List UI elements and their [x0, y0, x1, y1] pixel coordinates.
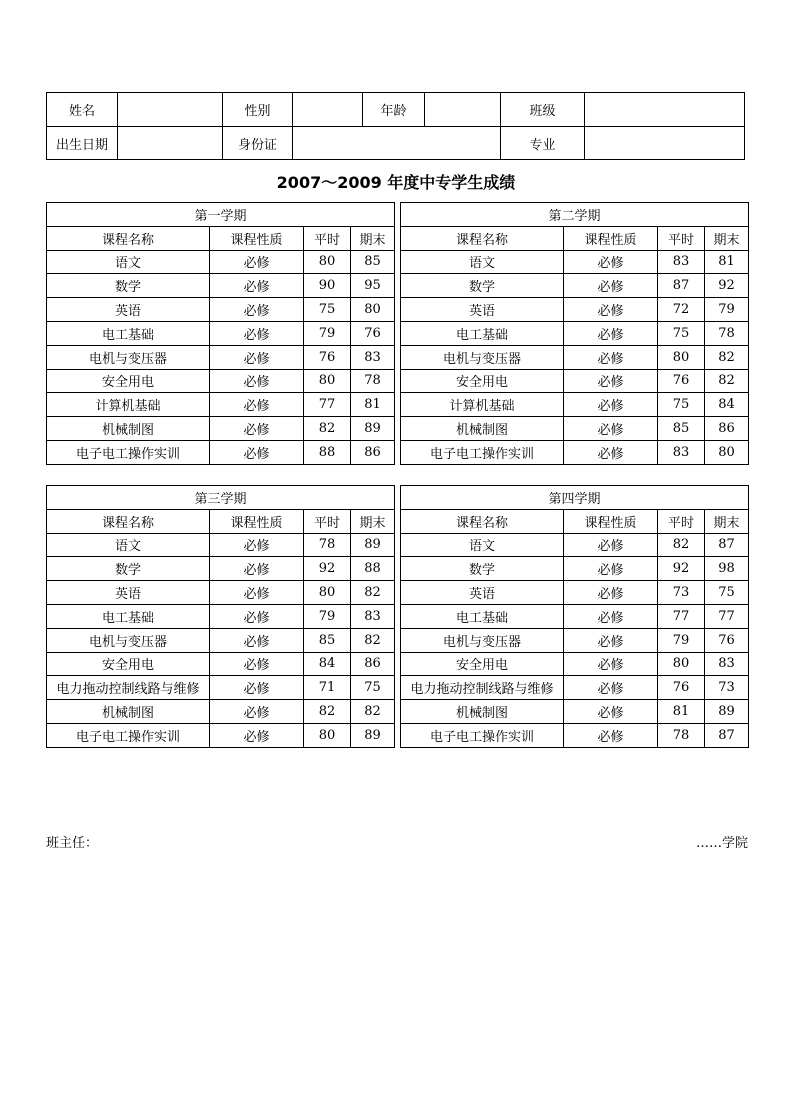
usual-score-cell: 76 [658, 369, 705, 393]
final-score-cell: 87 [705, 723, 749, 747]
usual-score-cell: 75 [304, 298, 351, 322]
semester-title: 第一学期 [47, 203, 395, 227]
course-name-cell: 英语 [47, 298, 210, 322]
course-type-cell: 必修 [564, 250, 658, 274]
header-type: 课程性质 [564, 509, 658, 533]
table-row [47, 604, 395, 628]
table-row [47, 321, 395, 345]
course-type-cell: 必修 [564, 723, 658, 747]
final-score-cell: 89 [705, 700, 749, 724]
course-name-cell: 安全用电 [401, 369, 564, 393]
course-name-cell: 电子电工操作实训 [401, 723, 564, 747]
course-type-cell: 必修 [210, 628, 304, 652]
course-type-cell: 必修 [564, 274, 658, 298]
usual-score-cell: 77 [658, 604, 705, 628]
header-final: 期末 [351, 226, 395, 250]
final-score-cell: 81 [351, 393, 395, 417]
class-label: 班级 [501, 93, 585, 127]
final-score-cell: 77 [705, 604, 749, 628]
final-score-cell: 89 [351, 723, 395, 747]
usual-score-cell: 92 [304, 557, 351, 581]
table-row [47, 628, 395, 652]
course-type-cell: 必修 [210, 440, 304, 464]
table-row [47, 417, 395, 441]
usual-score-cell: 81 [658, 700, 705, 724]
name-label: 姓名 [47, 93, 118, 127]
table-row [401, 440, 749, 464]
course-type-cell: 必修 [210, 723, 304, 747]
header-course: 课程名称 [401, 509, 564, 533]
course-type-cell: 必修 [564, 298, 658, 322]
table-row [401, 652, 749, 676]
header-row [401, 509, 749, 533]
header-course: 课程名称 [47, 226, 210, 250]
course-name-cell: 电力拖动控制线路与维修 [401, 676, 564, 700]
header-final: 期末 [705, 226, 749, 250]
course-name-cell: 数学 [401, 274, 564, 298]
final-score-cell: 85 [351, 250, 395, 274]
course-name-cell: 语文 [401, 250, 564, 274]
header-type: 课程性质 [210, 226, 304, 250]
final-score-cell: 76 [351, 321, 395, 345]
table-row [47, 557, 395, 581]
usual-score-cell: 80 [304, 369, 351, 393]
table-row [401, 417, 749, 441]
header-type: 课程性质 [210, 509, 304, 533]
birth-label: 出生日期 [47, 127, 118, 160]
course-name-cell: 机械制图 [401, 417, 564, 441]
usual-score-cell: 76 [304, 345, 351, 369]
final-score-cell: 88 [351, 557, 395, 581]
header-row [401, 226, 749, 250]
course-type-cell: 必修 [564, 676, 658, 700]
course-type-cell: 必修 [210, 581, 304, 605]
header-final: 期末 [705, 509, 749, 533]
page-title: 2007～2009 年度中专学生成绩 [276, 173, 516, 192]
course-name-cell: 电力拖动控制线路与维修 [47, 676, 210, 700]
final-score-cell: 78 [351, 369, 395, 393]
course-name-cell: 语文 [47, 250, 210, 274]
course-name-cell: 机械制图 [47, 417, 210, 441]
course-type-cell: 必修 [564, 440, 658, 464]
semester-table-1 [46, 202, 395, 465]
major-value-cell[interactable] [585, 127, 745, 160]
course-name-cell: 电子电工操作实训 [47, 440, 210, 464]
final-score-cell: 82 [705, 369, 749, 393]
final-score-cell: 82 [351, 581, 395, 605]
semester-table-3 [46, 485, 395, 748]
table-row [401, 604, 749, 628]
table-row [401, 298, 749, 322]
table-row [401, 700, 749, 724]
table-row [47, 298, 395, 322]
final-score-cell: 73 [705, 676, 749, 700]
usual-score-cell: 83 [658, 250, 705, 274]
course-type-cell: 必修 [210, 417, 304, 441]
course-name-cell: 电机与变压器 [47, 628, 210, 652]
header-type: 课程性质 [564, 226, 658, 250]
header-course: 课程名称 [401, 226, 564, 250]
course-name-cell: 电机与变压器 [401, 345, 564, 369]
table-row [47, 393, 395, 417]
usual-score-cell: 82 [304, 417, 351, 441]
usual-score-cell: 76 [658, 676, 705, 700]
course-name-cell: 英语 [401, 581, 564, 605]
age-label: 年龄 [363, 93, 425, 127]
usual-score-cell: 80 [304, 581, 351, 605]
course-name-cell: 语文 [47, 533, 210, 557]
final-score-cell: 89 [351, 533, 395, 557]
course-type-cell: 必修 [564, 369, 658, 393]
table-row [401, 723, 749, 747]
final-score-cell: 84 [705, 393, 749, 417]
course-type-cell: 必修 [210, 533, 304, 557]
semester-title: 第二学期 [401, 203, 749, 227]
table-row [47, 723, 395, 747]
gender-label: 性别 [223, 93, 293, 127]
usual-score-cell: 73 [658, 581, 705, 605]
school-name: ……学院 [695, 836, 748, 851]
course-name-cell: 电子电工操作实训 [401, 440, 564, 464]
usual-score-cell: 72 [658, 298, 705, 322]
usual-score-cell: 87 [658, 274, 705, 298]
major-label: 专业 [501, 127, 585, 160]
final-score-cell: 98 [705, 557, 749, 581]
course-name-cell: 电工基础 [401, 321, 564, 345]
table-row [47, 369, 395, 393]
usual-score-cell: 79 [304, 604, 351, 628]
final-score-cell: 95 [351, 274, 395, 298]
usual-score-cell: 80 [304, 250, 351, 274]
course-type-cell: 必修 [564, 652, 658, 676]
course-name-cell: 安全用电 [47, 369, 210, 393]
table-row [401, 321, 749, 345]
course-type-cell: 必修 [210, 676, 304, 700]
header-row [47, 509, 395, 533]
table-row [401, 533, 749, 557]
header-usual: 平时 [658, 226, 705, 250]
course-type-cell: 必修 [564, 628, 658, 652]
course-type-cell: 必修 [564, 557, 658, 581]
table-row [47, 345, 395, 369]
age-value-cell[interactable] [425, 93, 501, 127]
course-type-cell: 必修 [210, 369, 304, 393]
course-name-cell: 电工基础 [401, 604, 564, 628]
course-name-cell: 计算机基础 [401, 393, 564, 417]
final-score-cell: 89 [351, 417, 395, 441]
semester-title: 第四学期 [401, 486, 749, 510]
usual-score-cell: 79 [304, 321, 351, 345]
course-type-cell: 必修 [210, 250, 304, 274]
course-type-cell: 必修 [210, 274, 304, 298]
course-name-cell: 安全用电 [401, 652, 564, 676]
course-name-cell: 英语 [47, 581, 210, 605]
course-type-cell: 必修 [210, 393, 304, 417]
final-score-cell: 92 [705, 274, 749, 298]
course-name-cell: 电机与变压器 [47, 345, 210, 369]
table-row [47, 581, 395, 605]
table-row [401, 557, 749, 581]
usual-score-cell: 84 [304, 652, 351, 676]
course-type-cell: 必修 [564, 321, 658, 345]
table-row [47, 533, 395, 557]
table-row [47, 250, 395, 274]
final-score-cell: 81 [705, 250, 749, 274]
table-row [47, 652, 395, 676]
class-value-cell[interactable] [585, 93, 745, 127]
usual-score-cell: 75 [658, 321, 705, 345]
final-score-cell: 82 [351, 628, 395, 652]
table-row [47, 676, 395, 700]
course-type-cell: 必修 [564, 393, 658, 417]
usual-score-cell: 77 [304, 393, 351, 417]
usual-score-cell: 85 [658, 417, 705, 441]
course-name-cell: 英语 [401, 298, 564, 322]
course-type-cell: 必修 [564, 417, 658, 441]
final-score-cell: 82 [705, 345, 749, 369]
final-score-cell: 83 [351, 604, 395, 628]
usual-score-cell: 78 [304, 533, 351, 557]
course-type-cell: 必修 [564, 604, 658, 628]
student-info-table [46, 92, 745, 160]
header-usual: 平时 [304, 509, 351, 533]
course-type-cell: 必修 [210, 345, 304, 369]
id-label: 身份证 [223, 127, 293, 160]
final-score-cell: 86 [705, 417, 749, 441]
table-row [401, 628, 749, 652]
table-row [401, 676, 749, 700]
course-name-cell: 电工基础 [47, 321, 210, 345]
final-score-cell: 83 [351, 345, 395, 369]
course-type-cell: 必修 [210, 321, 304, 345]
course-type-cell: 必修 [210, 700, 304, 724]
table-row [47, 700, 395, 724]
table-row [401, 581, 749, 605]
usual-score-cell: 82 [658, 533, 705, 557]
course-name-cell: 安全用电 [47, 652, 210, 676]
course-name-cell: 电工基础 [47, 604, 210, 628]
course-name-cell: 数学 [47, 557, 210, 581]
usual-score-cell: 79 [658, 628, 705, 652]
usual-score-cell: 80 [658, 652, 705, 676]
final-score-cell: 86 [351, 652, 395, 676]
table-row [47, 274, 395, 298]
course-name-cell: 数学 [47, 274, 210, 298]
table-row [401, 369, 749, 393]
table-row [401, 274, 749, 298]
final-score-cell: 87 [705, 533, 749, 557]
gender-value-cell[interactable] [293, 93, 363, 127]
course-name-cell: 计算机基础 [47, 393, 210, 417]
usual-score-cell: 90 [304, 274, 351, 298]
semester-table-2 [400, 202, 749, 465]
final-score-cell: 82 [351, 700, 395, 724]
final-score-cell: 75 [705, 581, 749, 605]
course-type-cell: 必修 [210, 652, 304, 676]
usual-score-cell: 80 [304, 723, 351, 747]
header-usual: 平时 [304, 226, 351, 250]
course-name-cell: 数学 [401, 557, 564, 581]
course-name-cell: 机械制图 [401, 700, 564, 724]
final-score-cell: 75 [351, 676, 395, 700]
usual-score-cell: 80 [658, 345, 705, 369]
usual-score-cell: 75 [658, 393, 705, 417]
class-teacher-label: 班主任： [46, 836, 99, 851]
usual-score-cell: 83 [658, 440, 705, 464]
table-row [401, 250, 749, 274]
final-score-cell: 76 [705, 628, 749, 652]
course-name-cell: 机械制图 [47, 700, 210, 724]
header-course: 课程名称 [47, 509, 210, 533]
semester-table-4 [400, 485, 749, 748]
course-name-cell: 电子电工操作实训 [47, 723, 210, 747]
usual-score-cell: 78 [658, 723, 705, 747]
final-score-cell: 79 [705, 298, 749, 322]
header-usual: 平时 [658, 509, 705, 533]
course-type-cell: 必修 [210, 298, 304, 322]
course-type-cell: 必修 [210, 557, 304, 581]
final-score-cell: 78 [705, 321, 749, 345]
id-value-cell[interactable] [293, 127, 501, 160]
birth-value-cell[interactable] [118, 127, 223, 160]
usual-score-cell: 82 [304, 700, 351, 724]
name-value-cell[interactable] [118, 93, 223, 127]
course-type-cell: 必修 [564, 700, 658, 724]
course-name-cell: 电机与变压器 [401, 628, 564, 652]
usual-score-cell: 71 [304, 676, 351, 700]
course-type-cell: 必修 [564, 581, 658, 605]
header-row [47, 226, 395, 250]
usual-score-cell: 88 [304, 440, 351, 464]
course-type-cell: 必修 [564, 533, 658, 557]
semester-title: 第三学期 [47, 486, 395, 510]
usual-score-cell: 85 [304, 628, 351, 652]
course-type-cell: 必修 [210, 604, 304, 628]
course-name-cell: 语文 [401, 533, 564, 557]
table-row [401, 393, 749, 417]
final-score-cell: 83 [705, 652, 749, 676]
final-score-cell: 80 [351, 298, 395, 322]
course-type-cell: 必修 [564, 345, 658, 369]
final-score-cell: 86 [351, 440, 395, 464]
usual-score-cell: 92 [658, 557, 705, 581]
table-row [401, 345, 749, 369]
table-row [47, 440, 395, 464]
header-final: 期末 [351, 509, 395, 533]
final-score-cell: 80 [705, 440, 749, 464]
